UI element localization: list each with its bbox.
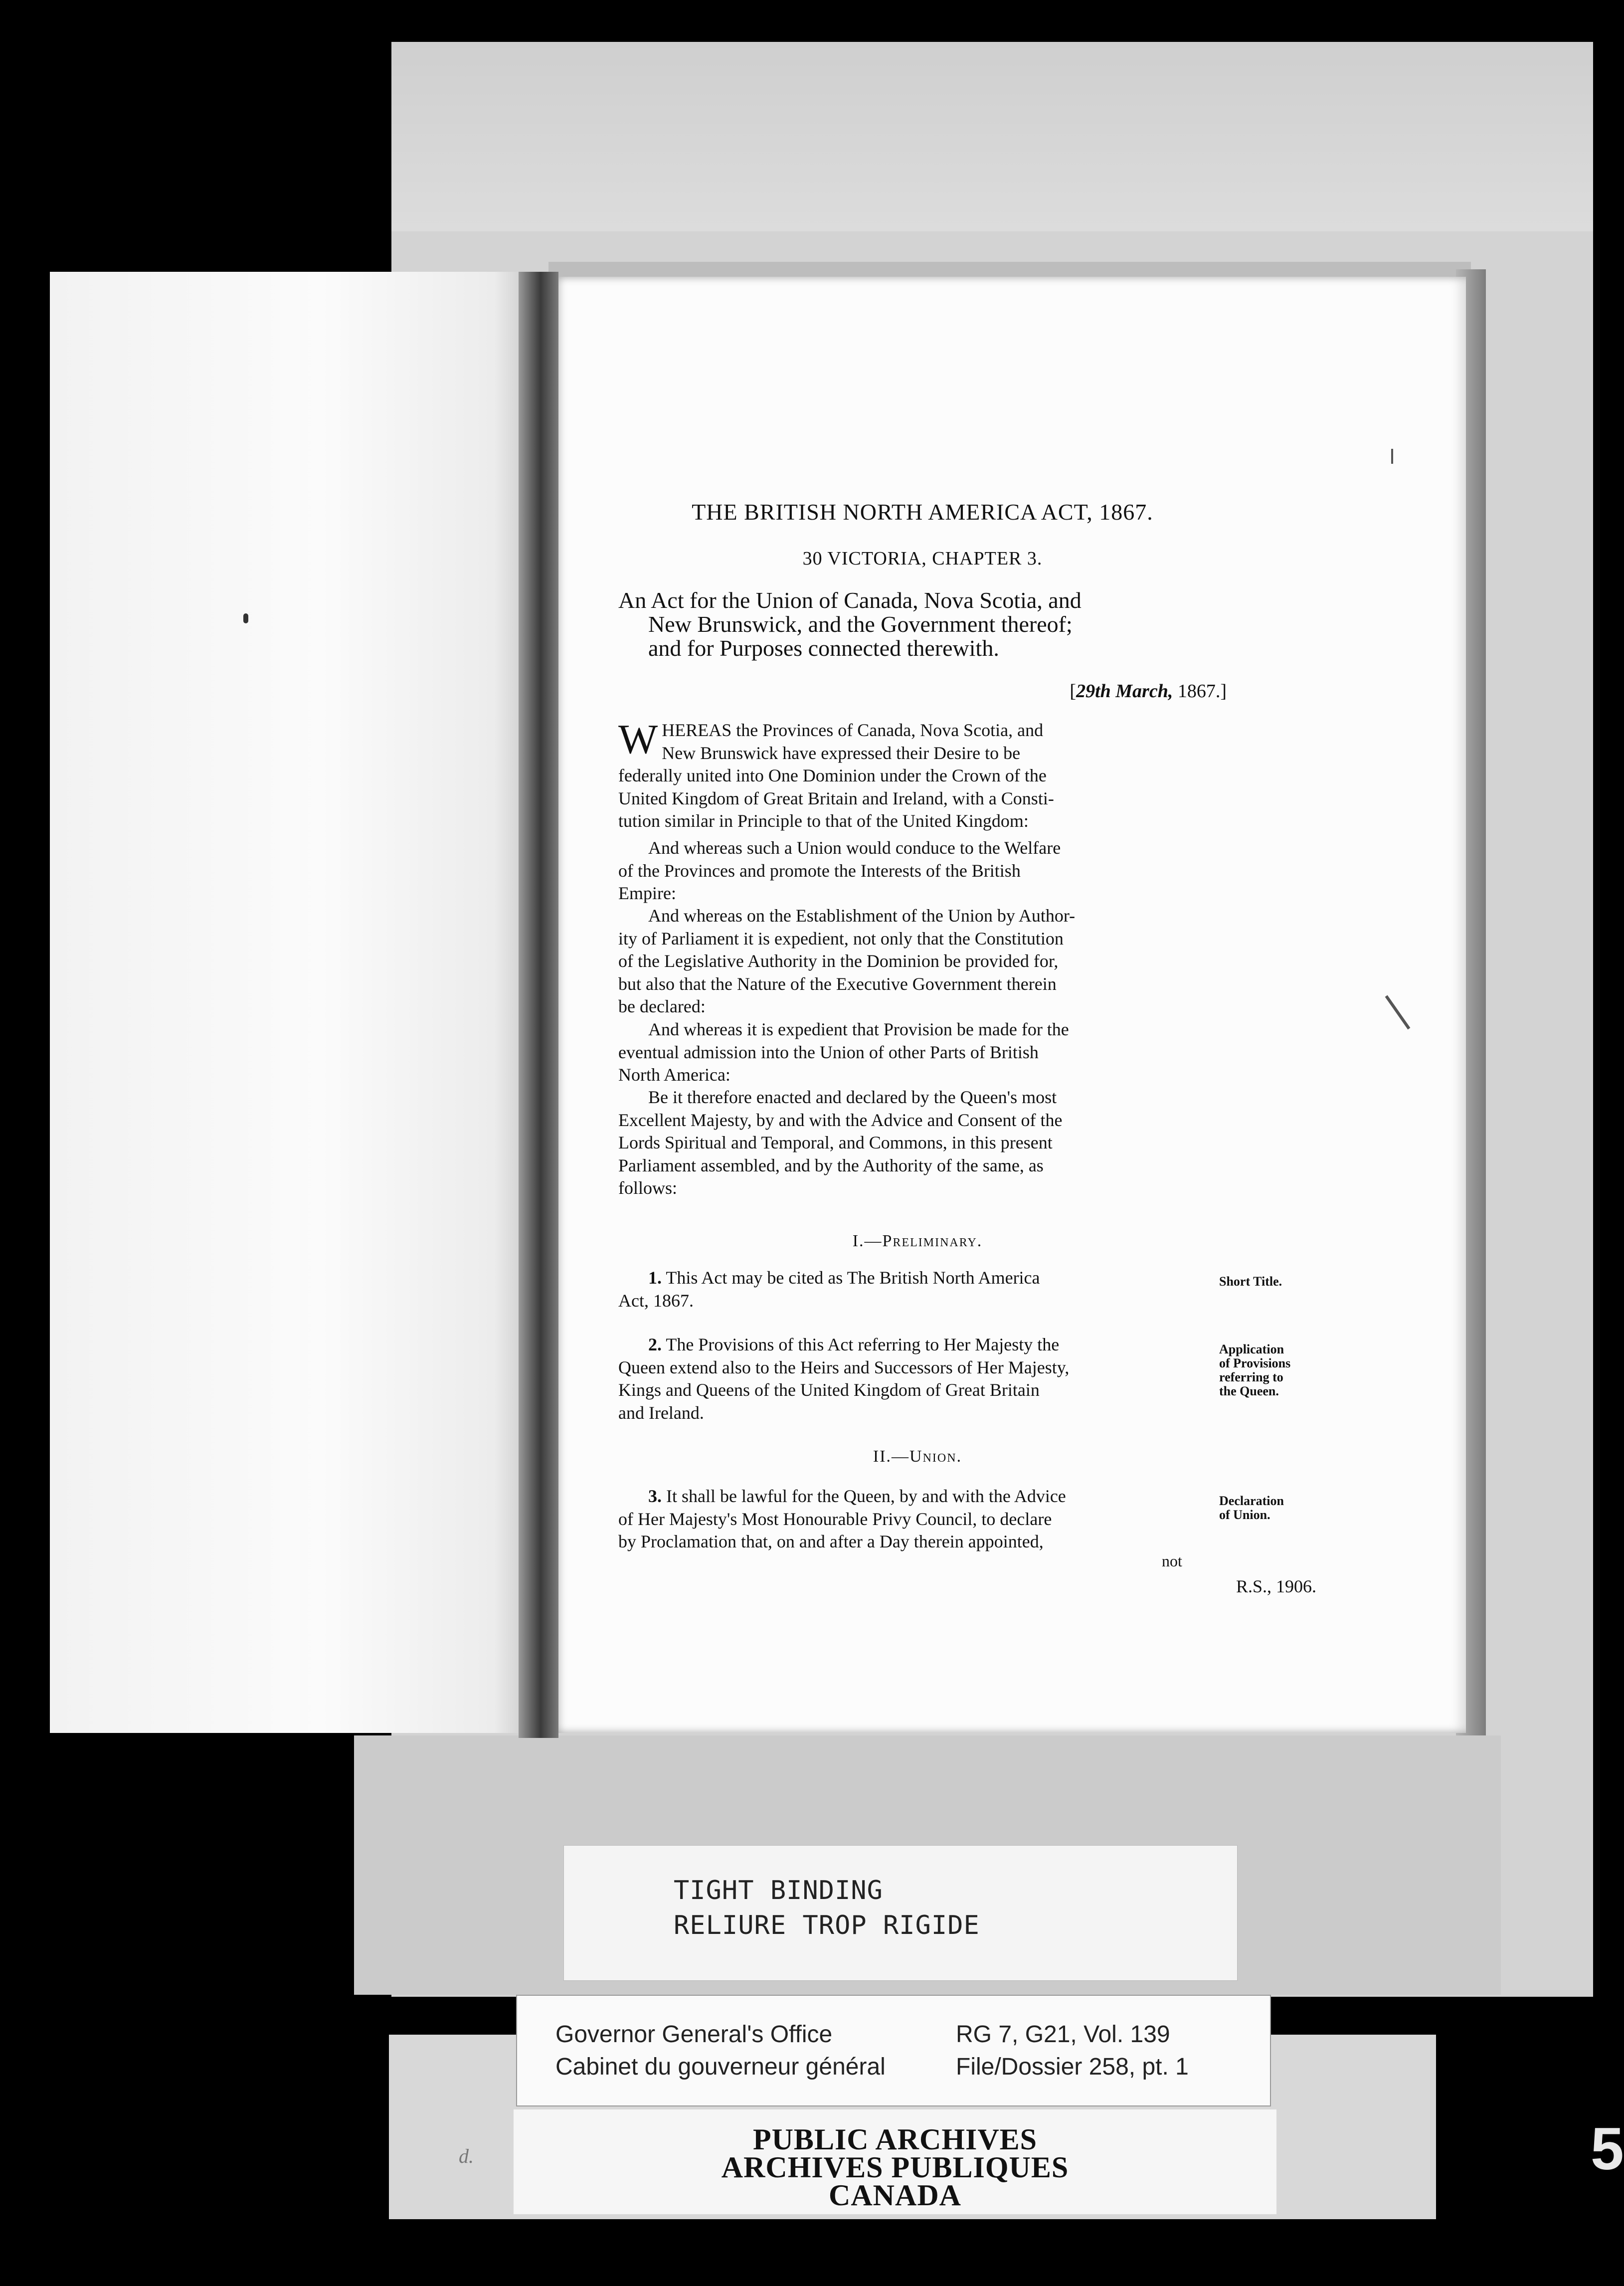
- tight-binding-slip: [563, 1845, 1238, 1981]
- tight-binding-text-fr: RELIURE TROP RIGIDE: [674, 1910, 980, 1940]
- enacting-clause: [618, 1086, 1217, 1200]
- public-archives-fr: ARCHIVES PUBLIQUES: [721, 2151, 1069, 2184]
- margin-note-line: Application: [1219, 1342, 1284, 1356]
- part-name: Union.: [909, 1447, 962, 1466]
- recital-line: Empire:: [618, 883, 676, 903]
- section-line: [618, 1485, 1217, 1508]
- date-day-month: 29th March,: [1076, 681, 1173, 702]
- margin-note-line: Short Title.: [1219, 1274, 1282, 1289]
- enacting-line: Be it therefore enacted and declared by the Queen's most: [648, 1087, 1057, 1107]
- public-archives-label: [514, 2109, 1276, 2214]
- long-title-line: and for Purposes connected therewith.: [648, 635, 999, 661]
- section-line: of Her Majesty's Most Honourable Privy Council, to declare: [618, 1509, 1052, 1529]
- recital-line: of the Legislative Authority in the Dominion be provided for,: [618, 951, 1059, 971]
- margin-note-application: [1219, 1342, 1319, 1398]
- section-number: 3.: [648, 1486, 662, 1506]
- printer-mark: R.S., 1906.: [1236, 1576, 1316, 1596]
- recital-line: United Kingdom of Great Britain and Ireland, with a Consti-: [618, 788, 1054, 808]
- book-gutter: [519, 272, 558, 1738]
- recital-line: HEREAS the Provinces of Canada, Nova Scotia, and: [662, 720, 1044, 740]
- part-heading-union: [618, 1447, 1217, 1466]
- recital-line: ity of Parliament it is expedient, not only that the Constitution: [618, 928, 1064, 949]
- recital-line: tution similar in Principle to that of the United Kingdom:: [618, 811, 1029, 831]
- margin-note-line: of Union.: [1219, 1508, 1270, 1522]
- part-name: Preliminary.: [882, 1232, 983, 1250]
- section-1: [618, 1267, 1217, 1312]
- act-title: THE BRITISH NORTH AMERICA ACT, 1867.: [692, 499, 1153, 525]
- section-line: Queen extend also to the Heirs and Successors of Her Majesty,: [618, 1357, 1070, 1377]
- margin-tick: [1391, 449, 1393, 464]
- recital-line: be declared:: [618, 996, 706, 1016]
- office-name-fr: Cabinet du gouverneur général: [555, 2054, 886, 2080]
- recital-line: eventual admission into the Union of other Parts of British: [618, 1042, 1039, 1062]
- section-line: Kings and Queens of the United Kingdom of Great Britain: [618, 1380, 1040, 1400]
- fonds-label: [516, 1995, 1271, 2106]
- margin-note-line: the Queen.: [1219, 1384, 1279, 1398]
- margin-note-line: Declaration: [1219, 1494, 1284, 1508]
- part-number: II.—: [873, 1447, 910, 1466]
- public-archives-canada: CANADA: [829, 2179, 961, 2212]
- recital-line: And whereas it is expedient that Provision be made for the: [648, 1019, 1069, 1039]
- edge-frame-number: 5: [1591, 2115, 1624, 2182]
- enacting-line: Parliament assembled, and by the Authority of the same, as: [618, 1155, 1044, 1175]
- margin-note-short-title: [1219, 1275, 1319, 1289]
- section-3: [618, 1485, 1217, 1553]
- recital-paragraph: [618, 905, 1217, 1018]
- section-2: [618, 1334, 1217, 1424]
- date-bracket: [: [1070, 681, 1077, 702]
- recital-line: federally united into One Dominion under the Crown of the: [618, 765, 1047, 785]
- enacting-line: Lords Spiritual and Temporal, and Commons, in this present: [618, 1133, 1053, 1152]
- recital-line: And whereas such a Union would conduce to the Welfare: [648, 838, 1061, 858]
- section-line: by Proclamation that, on and after a Day therein appointed,: [618, 1531, 1044, 1551]
- act-chapter: 30 VICTORIA, CHAPTER 3.: [802, 548, 1043, 569]
- section-line: [618, 1267, 1217, 1290]
- left-blank-page: [50, 272, 543, 1733]
- recital-line: but also that the Nature of the Executive Government therein: [618, 973, 1057, 994]
- section-line: [618, 1334, 1217, 1356]
- catchword: not: [1162, 1552, 1182, 1570]
- margin-note-line: referring to: [1219, 1370, 1283, 1384]
- date-year: 1867.]: [1173, 681, 1227, 702]
- recital-line: North America:: [618, 1065, 730, 1085]
- section-number: 1.: [648, 1268, 662, 1288]
- long-title: [618, 588, 1227, 660]
- drop-cap: W: [618, 716, 658, 762]
- recital-line: of the Provinces and promote the Interests of the British: [618, 860, 1021, 881]
- enacting-line: Excellent Majesty, by and with the Advice and Consent of the: [618, 1110, 1063, 1130]
- part-number: I.—: [852, 1232, 883, 1250]
- file-reference: File/Dossier 258, pt. 1: [956, 2054, 1189, 2080]
- section-line: and Ireland.: [618, 1402, 704, 1423]
- recital-paragraph: [618, 1018, 1217, 1087]
- section-number: 2.: [648, 1334, 662, 1354]
- long-title-line: New Brunswick, and the Government thereof;: [648, 611, 1073, 637]
- recital-line: New Brunswick have expressed their Desire to be: [662, 743, 1021, 763]
- section-text: This Act may be cited as The British North America: [662, 1268, 1040, 1288]
- section-line: Act, 1867.: [618, 1290, 694, 1311]
- section-text: It shall be lawful for the Queen, by and with the Advice: [662, 1486, 1066, 1506]
- office-name-en: Governor General's Office: [555, 2021, 833, 2048]
- handwritten-mark: d.: [459, 2145, 474, 2167]
- recital-paragraph: [618, 837, 1217, 905]
- long-title-line: An Act for the Union of Canada, Nova Scotia, and: [618, 587, 1082, 613]
- margin-blot: [243, 613, 248, 623]
- margin-note-line: of Provisions: [1219, 1356, 1291, 1370]
- recital-paragraph: [618, 716, 1217, 833]
- tight-binding-text: TIGHT BINDING: [674, 1876, 883, 1905]
- recital-line: And whereas on the Establishment of the Union by Author-: [648, 906, 1076, 926]
- public-archives-en: PUBLIC ARCHIVES: [752, 2123, 1038, 2156]
- assent-date: [618, 680, 1227, 702]
- margin-note-declaration: [1219, 1494, 1319, 1522]
- enacting-line: follows:: [618, 1178, 678, 1198]
- record-group-reference: RG 7, G21, Vol. 139: [956, 2021, 1170, 2048]
- part-heading-preliminary: [618, 1232, 1217, 1251]
- backboard-top: [391, 42, 1593, 231]
- section-text: The Provisions of this Act referring to Her Majesty the: [662, 1334, 1060, 1354]
